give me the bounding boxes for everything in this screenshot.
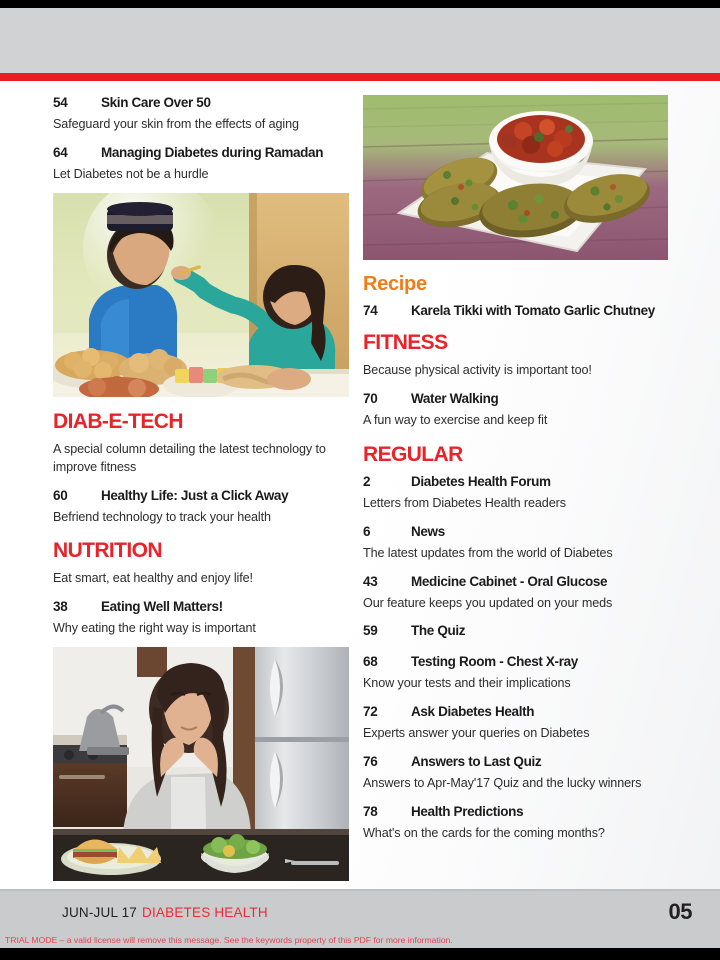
toc-entry-title: Answers to Last Quiz <box>411 754 542 770</box>
toc-entry-blurb: Let Diabetes not be a hurdle <box>53 166 209 181</box>
ramadan-photo <box>53 193 349 397</box>
toc-entry-title: Health Predictions <box>411 804 524 820</box>
toc-entry-page: 43 <box>363 573 378 589</box>
footer-top-rule <box>0 889 720 891</box>
toc-entry-blurb: Befriend technology to track your health <box>53 509 271 524</box>
section-heading-diab-e-tech: DIAB-E-TECH <box>53 409 183 433</box>
toc-entry-blurb: Why eating the right way is important <box>53 621 256 636</box>
toc-entry[interactable] <box>53 599 349 614</box>
toc-entry-page: 38 <box>53 599 68 615</box>
toc-entry-blurb: Know your tests and their implications <box>363 676 571 691</box>
toc-entry[interactable] <box>53 145 349 160</box>
section-intro: Because physical activity is important too! <box>363 363 592 378</box>
toc-entry[interactable] <box>363 391 668 406</box>
toc-entry-page: 2 <box>363 473 371 489</box>
toc-entry-title: Testing Room - Chest X-ray <box>411 654 578 670</box>
toc-entry-blurb: A fun way to exercise and keep fit <box>363 412 548 427</box>
toc-entry-blurb: The latest updates from the world of Diabetes <box>363 545 613 560</box>
toc-entry-title: Diabetes Health Forum <box>411 473 551 489</box>
toc-entry-page: 6 <box>363 523 371 539</box>
section-intro: A special column detailing the latest technology to improve fitness <box>53 441 326 474</box>
nutrition-photo <box>53 647 349 881</box>
toc-entry-blurb: Answers to Apr-May'17 Quiz and the lucky winners <box>363 776 642 791</box>
section-heading-nutrition: NUTRITION <box>53 539 162 563</box>
toc-entry-page: 68 <box>363 654 378 670</box>
viewer-header-band <box>0 8 720 73</box>
entry-spacer <box>363 640 668 654</box>
toc-entry-title: Healthy Life: Just a Click Away <box>101 487 289 503</box>
toc-entry-blurb: Our feature keeps you updated on your meds <box>363 595 613 610</box>
toc-entry-page: 54 <box>53 95 68 110</box>
viewer-top-black-bar <box>0 0 720 8</box>
toc-entry-title: Ask Diabetes Health <box>411 704 535 720</box>
section-heading-regular: REGULAR <box>363 442 463 466</box>
toc-entry-page: 59 <box>363 623 378 639</box>
viewer-bottom-black-bar <box>0 948 720 960</box>
section-heading-fitness: FITNESS <box>363 331 448 354</box>
toc-entry-page: 78 <box>363 804 378 820</box>
toc-entry[interactable] <box>363 303 668 318</box>
section-intro: Eat smart, eat healthy and enjoy life! <box>53 571 253 586</box>
footer-brand: DIABETES HEALTH <box>142 905 268 920</box>
toc-entry-blurb: Experts answer your queries on Diabetes <box>363 726 590 741</box>
magazine-page <box>0 81 720 889</box>
footer-page-number: 05 <box>668 899 692 924</box>
toc-entry-title: Karela Tikki with Tomato Garlic Chutney <box>411 303 655 318</box>
toc-entry-blurb: Letters from Diabetes Health readers <box>363 495 566 510</box>
toc-entry[interactable] <box>363 654 668 669</box>
trial-mode-notice: TRIAL MODE – a valid license will remove this message. See the keywords property of this PDF for more information. <box>0 932 720 948</box>
toc-entry[interactable] <box>363 574 668 589</box>
toc-entry[interactable] <box>53 95 349 110</box>
toc-entry-title: News <box>411 523 445 539</box>
toc-entry-title: Medicine Cabinet - Oral Glucose <box>411 573 608 589</box>
toc-entry-title: Eating Well Matters! <box>101 599 223 615</box>
toc-entry[interactable] <box>363 623 668 638</box>
toc-entry-blurb: Safeguard your skin from the effects of aging <box>53 117 299 131</box>
toc-entry[interactable] <box>363 804 668 819</box>
toc-entry-page: 74 <box>363 303 378 318</box>
toc-entry[interactable] <box>363 754 668 769</box>
toc-entry-page: 70 <box>363 390 378 406</box>
toc-entry[interactable] <box>53 488 349 503</box>
left-column <box>53 95 349 881</box>
section-heading-recipe: Recipe <box>363 273 427 295</box>
toc-entry-title: The Quiz <box>411 623 466 639</box>
toc-entry-title: Managing Diabetes during Ramadan <box>101 144 324 160</box>
toc-entry-page: 72 <box>363 704 378 720</box>
toc-entry-page: 64 <box>53 144 68 160</box>
toc-entry-page: 60 <box>53 487 68 503</box>
toc-entry[interactable] <box>363 524 668 539</box>
right-column <box>363 95 668 854</box>
toc-entry-page: 76 <box>363 754 378 770</box>
footer-issue-date: JUN-JUL 17 <box>62 905 138 920</box>
header-red-rule <box>0 73 720 81</box>
footer-issue-line <box>62 905 268 920</box>
toc-entry-blurb: What's on the cards for the coming months? <box>363 826 605 841</box>
toc-entry-title: Water Walking <box>411 390 499 406</box>
toc-entry[interactable] <box>363 704 668 719</box>
recipe-photo <box>363 95 668 260</box>
toc-entry-title: Skin Care Over 50 <box>101 95 211 110</box>
toc-entry[interactable] <box>363 474 668 489</box>
